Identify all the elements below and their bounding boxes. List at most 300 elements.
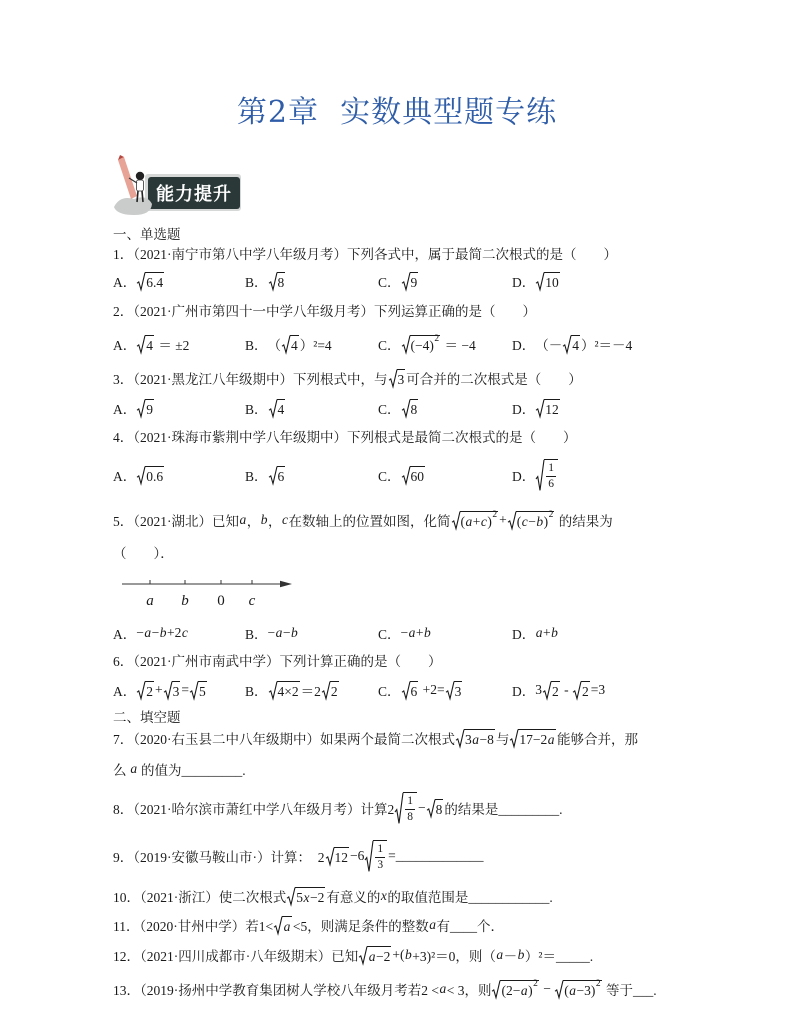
text-run: − — [282, 625, 291, 640]
option-label: A． — [113, 275, 137, 290]
radical-sign — [402, 466, 410, 484]
radicand — [403, 792, 417, 824]
square-root — [365, 840, 387, 872]
radical-sign-icon — [395, 792, 403, 824]
text-run: − — [418, 800, 426, 815]
number-line-label-c: c — [248, 593, 256, 609]
radical-sign-icon — [536, 272, 544, 290]
question-11-stem — [113, 913, 504, 937]
variable: a — [465, 514, 473, 529]
radical-sign-icon — [137, 399, 145, 417]
student-body — [137, 180, 144, 191]
text-run: 3 — [172, 684, 180, 699]
text-run: 60 — [410, 469, 425, 484]
square-root — [269, 466, 286, 484]
text-run: (−4) — [410, 338, 434, 353]
question-7-stem — [113, 726, 638, 750]
option-expression — [136, 334, 189, 354]
variable: a — [368, 949, 376, 964]
radicand — [581, 681, 590, 699]
text-run: 能够合并，那 — [557, 732, 638, 747]
option-expression — [535, 459, 559, 491]
option-label: C． — [378, 627, 401, 642]
text-run: 4 — [572, 338, 579, 353]
radical-sign-icon — [365, 840, 373, 872]
radicand — [334, 847, 350, 865]
text-run: 5．（2021·湖北）已知 — [113, 514, 239, 529]
radical-sign — [452, 511, 460, 529]
text-run: = — [181, 682, 189, 697]
text-run: 在数轴上的位置如图，化简 — [288, 514, 451, 529]
text-run: 6 — [277, 469, 285, 484]
text-run: （ — [267, 338, 282, 353]
text-run: + — [472, 514, 481, 529]
question-1-option-b — [245, 269, 286, 293]
text-run: 有____个． — [436, 919, 504, 934]
radical-sign — [536, 399, 544, 417]
variable: c — [282, 512, 288, 527]
text-run: 3 — [465, 732, 472, 747]
text-run: ＝2 — [300, 684, 321, 699]
question-3-stem — [113, 366, 582, 390]
question-2-option-b — [245, 329, 332, 359]
option-expression — [401, 334, 476, 354]
radicand — [518, 729, 556, 747]
radicand — [277, 272, 286, 290]
denominator — [546, 477, 556, 491]
radical-sign-icon — [536, 399, 544, 417]
text-run: 13．（2019·扬州中学教育集团树人学校八年级月考若2 < — [113, 983, 439, 998]
square-root — [452, 511, 499, 529]
radicand — [410, 466, 426, 484]
question-5-option-a — [113, 621, 188, 645]
square-root — [427, 799, 444, 817]
radicand — [571, 335, 580, 353]
question-13-stem — [113, 974, 657, 1004]
square-root — [137, 681, 154, 699]
text-run: ）²＝－4 — [581, 338, 633, 353]
radicand — [145, 466, 164, 484]
option-expression — [535, 334, 632, 354]
text-run: =_____________ — [388, 848, 484, 863]
radicand — [277, 681, 300, 699]
radicand — [410, 399, 419, 417]
radical-sign-icon — [402, 466, 410, 484]
radical-sign-icon — [402, 272, 410, 290]
question-2-option-d — [512, 329, 632, 359]
radical-sign-icon — [402, 681, 410, 699]
radical-sign — [326, 847, 334, 865]
text-run: 9 — [146, 402, 153, 417]
variable: a — [547, 732, 555, 747]
text-run: 12．（2021·四川成都市·八年级期末）已知 — [113, 949, 359, 964]
text-run: 8 — [410, 402, 418, 417]
radicand — [373, 840, 387, 872]
variable: x — [303, 890, 310, 905]
text-run: ( — [516, 514, 522, 529]
question-9-stem — [113, 836, 484, 876]
radical-sign — [274, 916, 282, 934]
denominator — [375, 858, 385, 872]
square-root — [402, 466, 426, 484]
text-run: + — [155, 682, 163, 697]
radical-sign — [402, 272, 410, 290]
square-root — [274, 916, 292, 934]
square-root — [269, 272, 286, 290]
variable: b — [260, 512, 268, 527]
radical-sign-icon — [137, 681, 145, 699]
option-expression — [268, 466, 287, 484]
text-run: 4×2 — [277, 684, 299, 699]
option-expression — [268, 272, 287, 290]
variable: b — [551, 625, 558, 640]
question-1-stem — [113, 241, 617, 265]
square-root — [492, 980, 538, 998]
exponent: 2 — [595, 979, 601, 989]
option-expression — [268, 680, 340, 700]
radical-sign-icon — [389, 369, 397, 387]
question-3-option-a — [113, 396, 155, 420]
option-label: A． — [113, 469, 137, 484]
text-run: + — [499, 512, 507, 527]
variable: a — [520, 983, 528, 998]
question-5-option-d — [512, 621, 558, 645]
variable: a — [408, 625, 416, 640]
text-run: ）²=4 — [299, 338, 332, 353]
option-expression — [535, 272, 561, 290]
radical-sign — [402, 335, 410, 353]
question-6-option-a — [113, 678, 208, 702]
option-label: D． — [512, 469, 536, 484]
option-label: C． — [378, 402, 401, 417]
radical-sign — [365, 840, 373, 872]
text-run: ＝ −4 — [441, 338, 476, 353]
text-run: 2 — [552, 684, 559, 699]
radical-sign-icon — [322, 681, 330, 699]
radical-sign — [402, 681, 410, 699]
radicand — [544, 459, 558, 491]
question-4-options — [113, 455, 673, 495]
square-root — [536, 399, 560, 417]
text-run: 5 — [296, 890, 303, 905]
radical-sign-icon — [427, 799, 435, 817]
numerator — [405, 795, 415, 810]
radical-sign — [269, 399, 277, 417]
variable: a — [144, 625, 152, 640]
text-run: 8 — [407, 811, 413, 823]
variable: b — [536, 514, 544, 529]
text-run: ) — [487, 514, 492, 529]
text-run: ( — [460, 514, 465, 529]
text-run: −6 — [350, 848, 365, 863]
variable: c — [521, 514, 528, 529]
question-6-options — [113, 678, 673, 702]
question-6-option-d — [512, 678, 605, 702]
section-heading-fill-in: 二、填空题 — [113, 710, 181, 725]
text-run: 12 — [545, 402, 559, 417]
text-run: − — [136, 625, 144, 640]
square-root — [269, 681, 300, 699]
text-run: 5 — [199, 684, 206, 699]
text-run: 2 — [330, 684, 338, 699]
radical-sign-icon — [452, 511, 460, 529]
text-run: − — [528, 514, 536, 529]
text-run: − — [267, 625, 276, 640]
radical-sign — [492, 980, 500, 998]
question-6-option-c — [378, 678, 463, 702]
exponent: 2 — [434, 334, 440, 344]
text-run: 3 — [454, 684, 462, 699]
text-run: 3．（2021·黑龙江八年级期中）下列根式中，与 — [113, 372, 388, 387]
question-5-stem — [113, 505, 613, 535]
text-run: 的值为_________. — [137, 763, 246, 778]
radicand — [551, 681, 560, 699]
radical-sign-icon — [269, 466, 277, 484]
text-run: ) — [528, 983, 533, 998]
text-run: 的取值范围是____________. — [387, 890, 553, 905]
text-run: 4 — [277, 402, 285, 417]
square-root — [446, 681, 463, 699]
text-run: −2 — [310, 890, 325, 905]
radical-sign-icon — [402, 399, 410, 417]
text-run: 2 — [146, 684, 153, 699]
text-run: +( — [392, 947, 405, 962]
numerator — [375, 843, 385, 858]
radical-sign — [456, 729, 464, 747]
radical-sign-icon — [137, 466, 145, 484]
radical-sign — [269, 681, 277, 699]
question-2-stem — [113, 298, 536, 322]
radical-sign — [269, 272, 277, 290]
radical-sign-icon — [543, 681, 551, 699]
text-run: 4 — [291, 338, 298, 353]
text-run: 2 — [582, 684, 589, 699]
text-run: 10．（2021·浙江）使二次根式 — [113, 890, 287, 905]
text-run: 17−2 — [519, 732, 548, 747]
radical-sign — [510, 729, 518, 747]
option-expression — [535, 399, 561, 417]
radical-sign — [359, 946, 367, 964]
square-root — [137, 335, 154, 353]
question-1-option-a — [113, 269, 165, 293]
question-6-stem — [113, 648, 442, 672]
question-3-option-c — [378, 396, 419, 420]
square-root — [282, 335, 299, 353]
radical-sign-icon — [269, 399, 277, 417]
text-run: 的结果为 — [555, 514, 613, 529]
text-run: +3)²＝0，则（ — [412, 949, 496, 964]
radical-sign-icon — [269, 681, 277, 699]
question-1-options — [113, 269, 673, 293]
option-expression — [401, 681, 464, 699]
option-label: C． — [378, 275, 401, 290]
text-run: ）²＝_____. — [524, 949, 594, 964]
option-label: D． — [512, 338, 536, 353]
radical-sign-icon — [510, 729, 518, 747]
square-root — [137, 466, 164, 484]
radicand — [282, 916, 292, 934]
paper-cloud-shape — [114, 197, 152, 215]
question-4-option-a — [113, 455, 165, 495]
radical-sign-icon — [137, 335, 145, 353]
radical-sign-icon — [536, 459, 544, 491]
square-root — [389, 369, 406, 387]
radical-sign-icon — [137, 272, 145, 290]
text-run: 与 — [495, 732, 510, 747]
option-expression — [268, 399, 287, 417]
variable: a — [275, 625, 283, 640]
variable: b — [424, 625, 431, 640]
option-expression — [136, 681, 208, 699]
option-label: A． — [113, 338, 137, 353]
square-root — [164, 681, 181, 699]
radical-sign-icon — [555, 980, 563, 998]
option-label: D． — [512, 627, 536, 642]
text-run: −2 — [376, 949, 391, 964]
square-root — [573, 681, 590, 699]
square-root — [395, 792, 417, 824]
radical-sign-icon — [287, 887, 295, 905]
radicand — [145, 399, 154, 417]
question-2-option-a — [113, 329, 189, 359]
square-root — [287, 887, 325, 905]
option-expression — [535, 625, 558, 641]
text-run: <5，则满足条件的整数 — [292, 919, 429, 934]
radical-sign-icon — [446, 681, 454, 699]
option-label: C． — [378, 684, 401, 699]
radical-sign — [395, 792, 403, 824]
text-run: 1 — [377, 843, 384, 855]
text-run: 2．（2021·广州市第四十一中学八年级月考）下列运算正确的是（ ） — [113, 304, 536, 319]
radical-sign — [137, 399, 145, 417]
variable: a — [569, 983, 576, 998]
question-4-stem — [113, 424, 577, 448]
text-run: ， — [268, 514, 282, 529]
student-head — [136, 172, 144, 180]
option-label: B． — [245, 469, 268, 484]
text-run: − — [400, 625, 409, 640]
text-run: − — [151, 625, 160, 640]
fraction — [546, 462, 556, 491]
text-run: 8 — [277, 275, 285, 290]
radicand — [145, 335, 154, 353]
exponent: 2 — [533, 979, 538, 989]
square-root — [359, 946, 391, 964]
text-run: −8 — [479, 732, 494, 747]
radicand — [290, 335, 299, 353]
fraction — [375, 843, 385, 872]
option-label: D． — [512, 684, 536, 699]
radicand — [544, 272, 560, 290]
text-run: 0.6 — [146, 469, 164, 484]
question-8-stem — [113, 788, 563, 828]
radical-sign — [137, 681, 145, 699]
radical-sign — [536, 272, 544, 290]
text-run: 3 — [397, 372, 405, 387]
radical-sign-icon — [269, 272, 277, 290]
question-2-options — [113, 329, 673, 359]
radical-sign-icon — [508, 511, 516, 529]
option-label: D． — [512, 275, 536, 290]
text-run: ， — [246, 514, 261, 529]
option-expression — [535, 681, 605, 699]
radicand — [410, 335, 441, 353]
option-expression — [401, 466, 427, 484]
question-4-option-d — [512, 455, 559, 495]
square-root — [137, 399, 154, 417]
square-root — [543, 681, 560, 699]
option-label: B． — [245, 684, 268, 699]
option-expression — [136, 399, 155, 417]
option-label: A． — [113, 684, 137, 699]
text-run: 1．（2021·南宁市第八中学八年级月考）下列各式中，属于最简二次根式的是（ ） — [113, 247, 617, 262]
ability-improvement-banner — [112, 154, 244, 218]
radical-sign — [164, 681, 172, 699]
square-root — [190, 681, 207, 699]
question-4-option-b — [245, 455, 286, 495]
radical-sign-icon — [274, 916, 282, 934]
radical-sign-icon — [563, 335, 571, 353]
option-expression — [401, 399, 420, 417]
text-run: （－ — [535, 338, 563, 353]
square-root — [536, 459, 558, 491]
question-5-stem-continued — [113, 540, 174, 564]
text-run: ) — [543, 514, 549, 529]
question-1-option-c — [378, 269, 419, 293]
question-5-options — [113, 621, 673, 645]
square-root — [402, 681, 419, 699]
text-run: 1 — [407, 795, 413, 807]
radical-sign — [137, 466, 145, 484]
option-label: D． — [512, 402, 536, 417]
radicand — [295, 887, 325, 905]
radicand — [145, 272, 164, 290]
variable: a — [283, 919, 291, 934]
option-label: B． — [245, 275, 268, 290]
square-root — [326, 847, 350, 865]
question-7-stem-continued — [113, 757, 246, 781]
numerator — [546, 462, 556, 477]
radical-sign — [137, 272, 145, 290]
radical-sign — [573, 681, 581, 699]
text-run: 6．（2021·广州市南武中学）下列计算正确的是（ ） — [113, 654, 442, 669]
radical-sign-icon — [282, 335, 290, 353]
radical-sign-icon — [573, 681, 581, 699]
text-run: 的结果是_________. — [444, 802, 563, 817]
student-leg-right — [142, 191, 143, 202]
radical-sign — [269, 466, 277, 484]
question-6-option-b — [245, 678, 340, 702]
radicand — [172, 681, 181, 699]
text-run: 3 — [535, 682, 542, 697]
text-run: 7．（2020·右玉县二中八年级期中）如果两个最简二次根式 — [113, 732, 455, 747]
question-5-option-c — [378, 621, 431, 645]
radical-sign — [555, 980, 563, 998]
number-line-label-b: b — [181, 593, 189, 609]
text-run: ＝ ±2 — [155, 338, 190, 353]
text-run: +2 — [167, 625, 182, 640]
square-root — [402, 272, 419, 290]
variable: a — [535, 625, 543, 640]
radicand — [410, 272, 419, 290]
text-run: 3 — [377, 859, 384, 871]
option-expression — [136, 272, 165, 290]
square-root — [508, 511, 555, 529]
text-run: 4．（2021·珠海市紫荆中学八年级期中）下列根式是最简二次根式的是（ ） — [113, 430, 577, 445]
text-run: =3 — [590, 682, 606, 697]
text-run: 11．（2020·甘州中学）若1< — [113, 919, 274, 934]
question-10-stem — [113, 884, 553, 908]
